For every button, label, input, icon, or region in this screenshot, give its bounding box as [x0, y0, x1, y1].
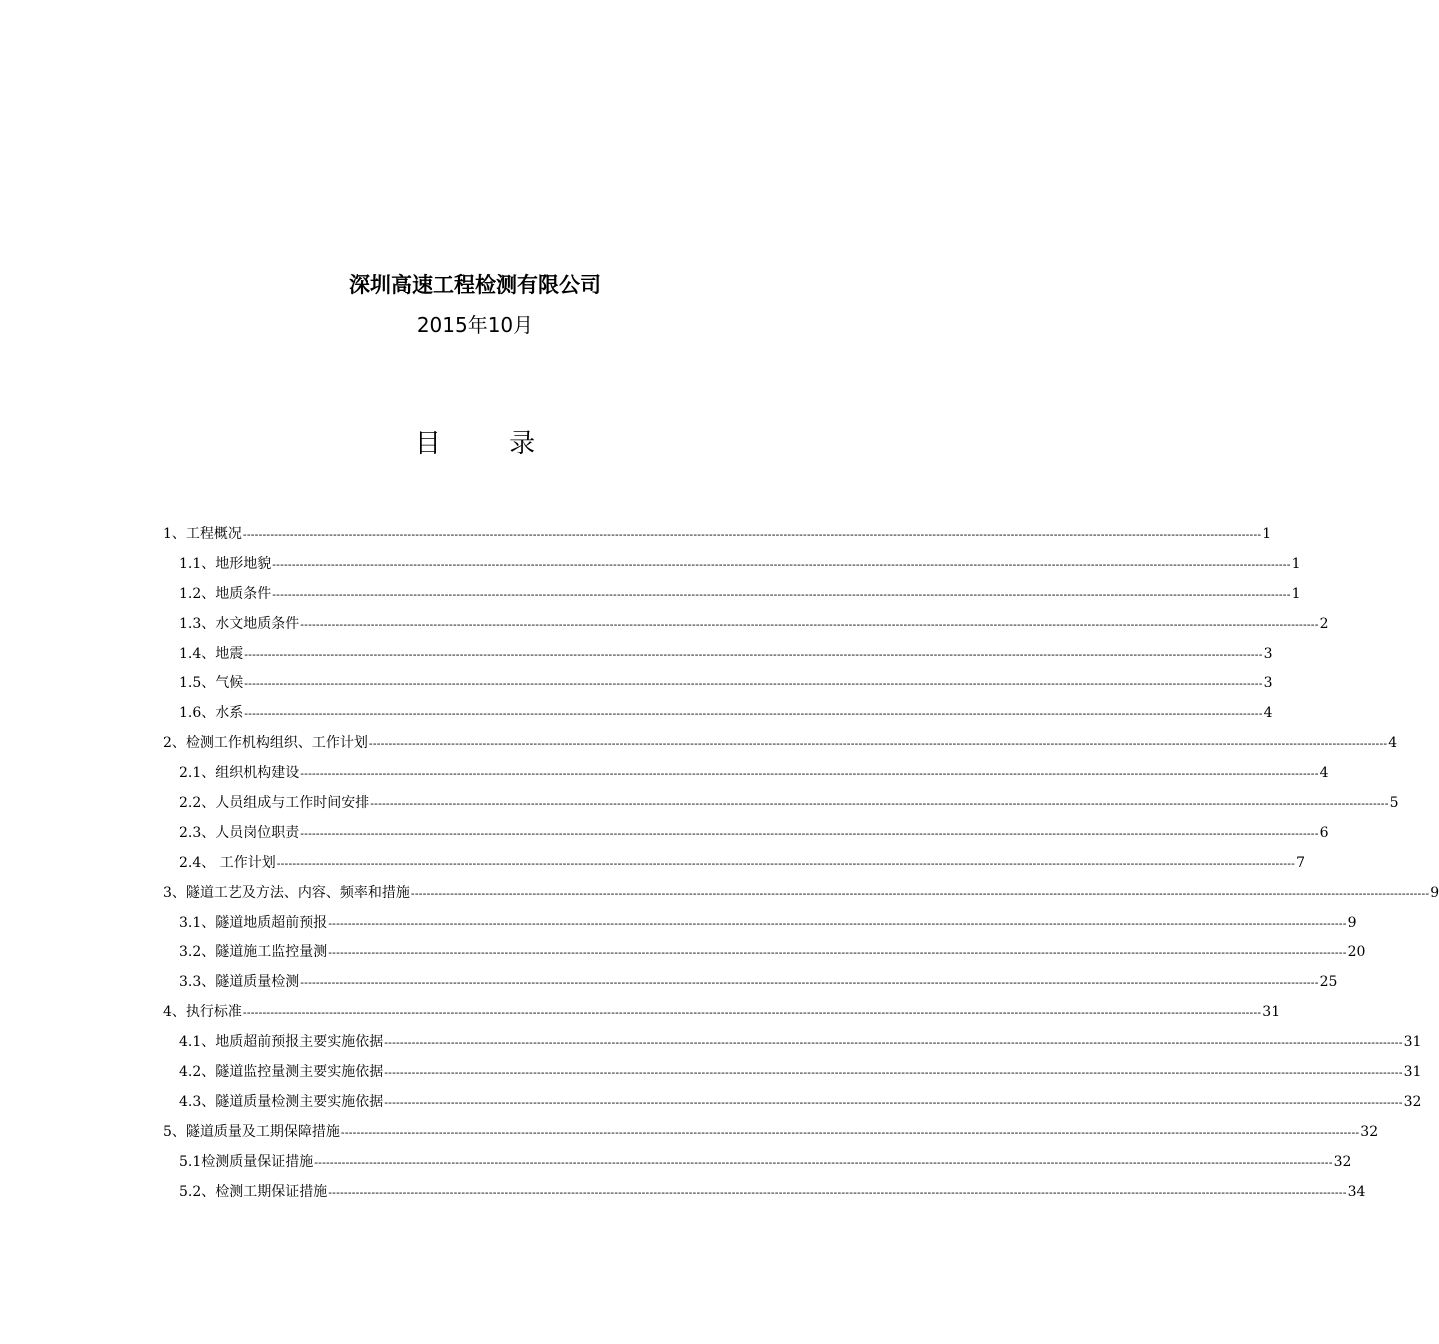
toc-entry-page: 32 [1403, 1093, 1422, 1110]
toc-entry-label: 1.5、气候 [179, 675, 244, 692]
toc-entry-label: 1.1、地形地貌 [179, 555, 272, 572]
toc-leader-dashes: -------------------------------------------------------------------------------------------------------------------------------------------------------------------------------------------------------------------------------------------------------------------- [242, 1006, 1262, 1020]
toc-leader-dashes: -------------------------------------------------------------------------------------------------------------------------------------------------------------------------------------------------------------------------------------------------------------------- [410, 886, 1430, 900]
toc-entry[interactable] [163, 998, 1281, 1028]
toc-entry-label: 1、工程概况 [163, 526, 242, 542]
toc-entry[interactable] [163, 1058, 1422, 1088]
toc-entry[interactable] [163, 1088, 1422, 1118]
toc-leader-dashes: -------------------------------------------------------------------------------------------------------------------------------------------------------------------------------------------------------------------------------------------------------------------- [242, 528, 1262, 541]
toc-leader-dashes: -------------------------------------------------------------------------------------------------------------------------------------------------------------------------------------------------------------------------------------------------------------------- [244, 707, 1263, 721]
toc-leader-dashes: -------------------------------------------------------------------------------------------------------------------------------------------------------------------------------------------------------------------------------------------------------------------- [244, 677, 1263, 691]
toc-entry[interactable] [163, 909, 1357, 939]
toc-entry-label: 2、检测工作机构组织、工作计划 [163, 735, 368, 752]
toc-entry[interactable] [163, 640, 1273, 670]
toc-entry-label: 1.4、地震 [179, 645, 244, 662]
document-date: 2015年10月 [416, 313, 534, 337]
toc-leader-dashes: -------------------------------------------------------------------------------------------------------------------------------------------------------------------------------------------------------------------------------------------------------------------- [244, 647, 1263, 661]
toc-entry[interactable] [163, 729, 1398, 759]
toc-leader-dashes: -------------------------------------------------------------------------------------------------------------------------------------------------------------------------------------------------------------------------------------------------------------------- [384, 1095, 1403, 1109]
toc-entry-label: 1.3、水文地质条件 [179, 615, 300, 632]
toc-leader-dashes: -------------------------------------------------------------------------------------------------------------------------------------------------------------------------------------------------------------------------------------------------------------------- [300, 976, 1319, 990]
toc-leader-dashes: -------------------------------------------------------------------------------------------------------------------------------------------------------------------------------------------------------------------------------------------------------------------- [300, 767, 1319, 781]
toc-leader-dashes: -------------------------------------------------------------------------------------------------------------------------------------------------------------------------------------------------------------------------------------------------------------------- [384, 1036, 1403, 1050]
toc-entry-label: 3.2、隧道施工监控量测 [179, 944, 328, 961]
toc-entry-label: 4.3、隧道质量检测主要实施依据 [179, 1093, 384, 1110]
toc-entry-page: 25 [1319, 974, 1338, 991]
toc-entry-page: 4 [1388, 735, 1398, 752]
toc-title: 目 录 [414, 429, 566, 459]
toc-entry-label: 4.1、地质超前预报主要实施依据 [179, 1034, 384, 1051]
toc-entry-label: 5.1检测质量保证措施 [179, 1153, 314, 1170]
toc-leader-dashes: -------------------------------------------------------------------------------------------------------------------------------------------------------------------------------------------------------------------------------------------------------------------- [276, 856, 1296, 870]
toc-entry-page: 31 [1262, 1004, 1281, 1021]
toc-entry-label: 5、隧道质量及工期保障措施 [163, 1123, 340, 1140]
toc-leader-dashes: -------------------------------------------------------------------------------------------------------------------------------------------------------------------------------------------------------------------------------------------------------------------- [272, 587, 1291, 601]
toc-leader-dashes: -------------------------------------------------------------------------------------------------------------------------------------------------------------------------------------------------------------------------------------------------------------------- [314, 1155, 1333, 1169]
toc-entry-page: 34 [1347, 1183, 1366, 1200]
toc-leader-dashes: -------------------------------------------------------------------------------------------------------------------------------------------------------------------------------------------------------------------------------------------------------------------- [328, 1185, 1347, 1199]
toc-entry[interactable] [163, 789, 1399, 819]
company-name: 深圳高速工程检测有限公司 [349, 273, 601, 297]
toc-entry[interactable] [163, 879, 1439, 909]
toc-entry-page: 9 [1430, 884, 1439, 901]
toc-entry-page: 6 [1319, 824, 1329, 841]
toc-entry[interactable] [163, 1148, 1352, 1178]
toc-entry[interactable] [163, 610, 1329, 640]
toc-entry-page: 1 [1291, 585, 1301, 602]
toc-leader-dashes: -------------------------------------------------------------------------------------------------------------------------------------------------------------------------------------------------------------------------------------------------------------------- [328, 916, 1347, 930]
table-of-contents [163, 520, 1439, 1207]
toc-entry-page: 31 [1403, 1064, 1422, 1081]
toc-entry-label: 5.2、检测工期保证措施 [179, 1183, 328, 1200]
toc-entry[interactable] [163, 1028, 1422, 1058]
toc-entry-label: 3.3、隧道质量检测 [179, 974, 300, 991]
toc-entry[interactable] [163, 759, 1329, 789]
toc-leader-dashes: -------------------------------------------------------------------------------------------------------------------------------------------------------------------------------------------------------------------------------------------------------------------- [272, 557, 1291, 571]
toc-entry[interactable] [163, 699, 1273, 729]
toc-entry-label: 4、执行标准 [163, 1004, 242, 1021]
toc-leader-dashes: -------------------------------------------------------------------------------------------------------------------------------------------------------------------------------------------------------------------------------------------------------------------- [370, 797, 1389, 811]
toc-entry-page: 7 [1296, 854, 1306, 871]
toc-entry-page: 1 [1262, 526, 1272, 542]
toc-entry[interactable] [163, 580, 1301, 610]
toc-entry-page: 1 [1291, 555, 1301, 572]
toc-entry-label: 2.1、组织机构建设 [179, 765, 300, 782]
toc-entry[interactable] [163, 849, 1306, 879]
toc-entry-label: 3.1、隧道地质超前预报 [179, 914, 328, 931]
toc-entry-page: 3 [1263, 645, 1273, 662]
toc-entry-page: 5 [1389, 795, 1399, 812]
toc-entry-label: 1.6、水系 [179, 705, 244, 722]
toc-entry-page: 4 [1263, 705, 1273, 722]
toc-leader-dashes: -------------------------------------------------------------------------------------------------------------------------------------------------------------------------------------------------------------------------------------------------------------------- [384, 1066, 1403, 1080]
toc-entry[interactable] [163, 520, 1272, 550]
toc-entry[interactable] [163, 669, 1273, 699]
toc-entry[interactable] [163, 819, 1329, 849]
toc-entry[interactable] [163, 938, 1366, 968]
toc-entry-page: 31 [1403, 1034, 1422, 1051]
toc-entry-page: 2 [1319, 615, 1329, 632]
toc-leader-dashes: -------------------------------------------------------------------------------------------------------------------------------------------------------------------------------------------------------------------------------------------------------------------- [300, 826, 1319, 840]
toc-entry-label: 4.2、隧道监控量测主要实施依据 [179, 1064, 384, 1081]
toc-entry-page: 32 [1333, 1153, 1352, 1170]
toc-leader-dashes: -------------------------------------------------------------------------------------------------------------------------------------------------------------------------------------------------------------------------------------------------------------------- [300, 617, 1319, 631]
toc-entry-page: 32 [1360, 1123, 1379, 1140]
toc-entry-page: 4 [1319, 765, 1329, 782]
toc-entry-label: 2.2、人员组成与工作时间安排 [179, 795, 370, 812]
toc-entry[interactable] [163, 1118, 1379, 1148]
toc-entry[interactable] [163, 1178, 1366, 1208]
toc-entry-label: 2.3、人员岗位职责 [179, 824, 300, 841]
toc-entry[interactable] [163, 968, 1338, 998]
toc-entry-page: 3 [1263, 675, 1273, 692]
toc-entry-page: 20 [1347, 944, 1366, 961]
toc-entry-label: 1.2、地质条件 [179, 585, 272, 602]
toc-entry-page: 9 [1347, 914, 1357, 931]
toc-entry[interactable] [163, 550, 1301, 580]
toc-leader-dashes: -------------------------------------------------------------------------------------------------------------------------------------------------------------------------------------------------------------------------------------------------------------------- [328, 946, 1347, 960]
toc-leader-dashes: -------------------------------------------------------------------------------------------------------------------------------------------------------------------------------------------------------------------------------------------------------------------- [368, 737, 1388, 751]
toc-leader-dashes: -------------------------------------------------------------------------------------------------------------------------------------------------------------------------------------------------------------------------------------------------------------------- [340, 1125, 1360, 1139]
toc-entry-label: 2.4、 工作计划 [179, 854, 276, 871]
toc-entry-label: 3、隧道工艺及方法、内容、频率和措施 [163, 884, 410, 901]
